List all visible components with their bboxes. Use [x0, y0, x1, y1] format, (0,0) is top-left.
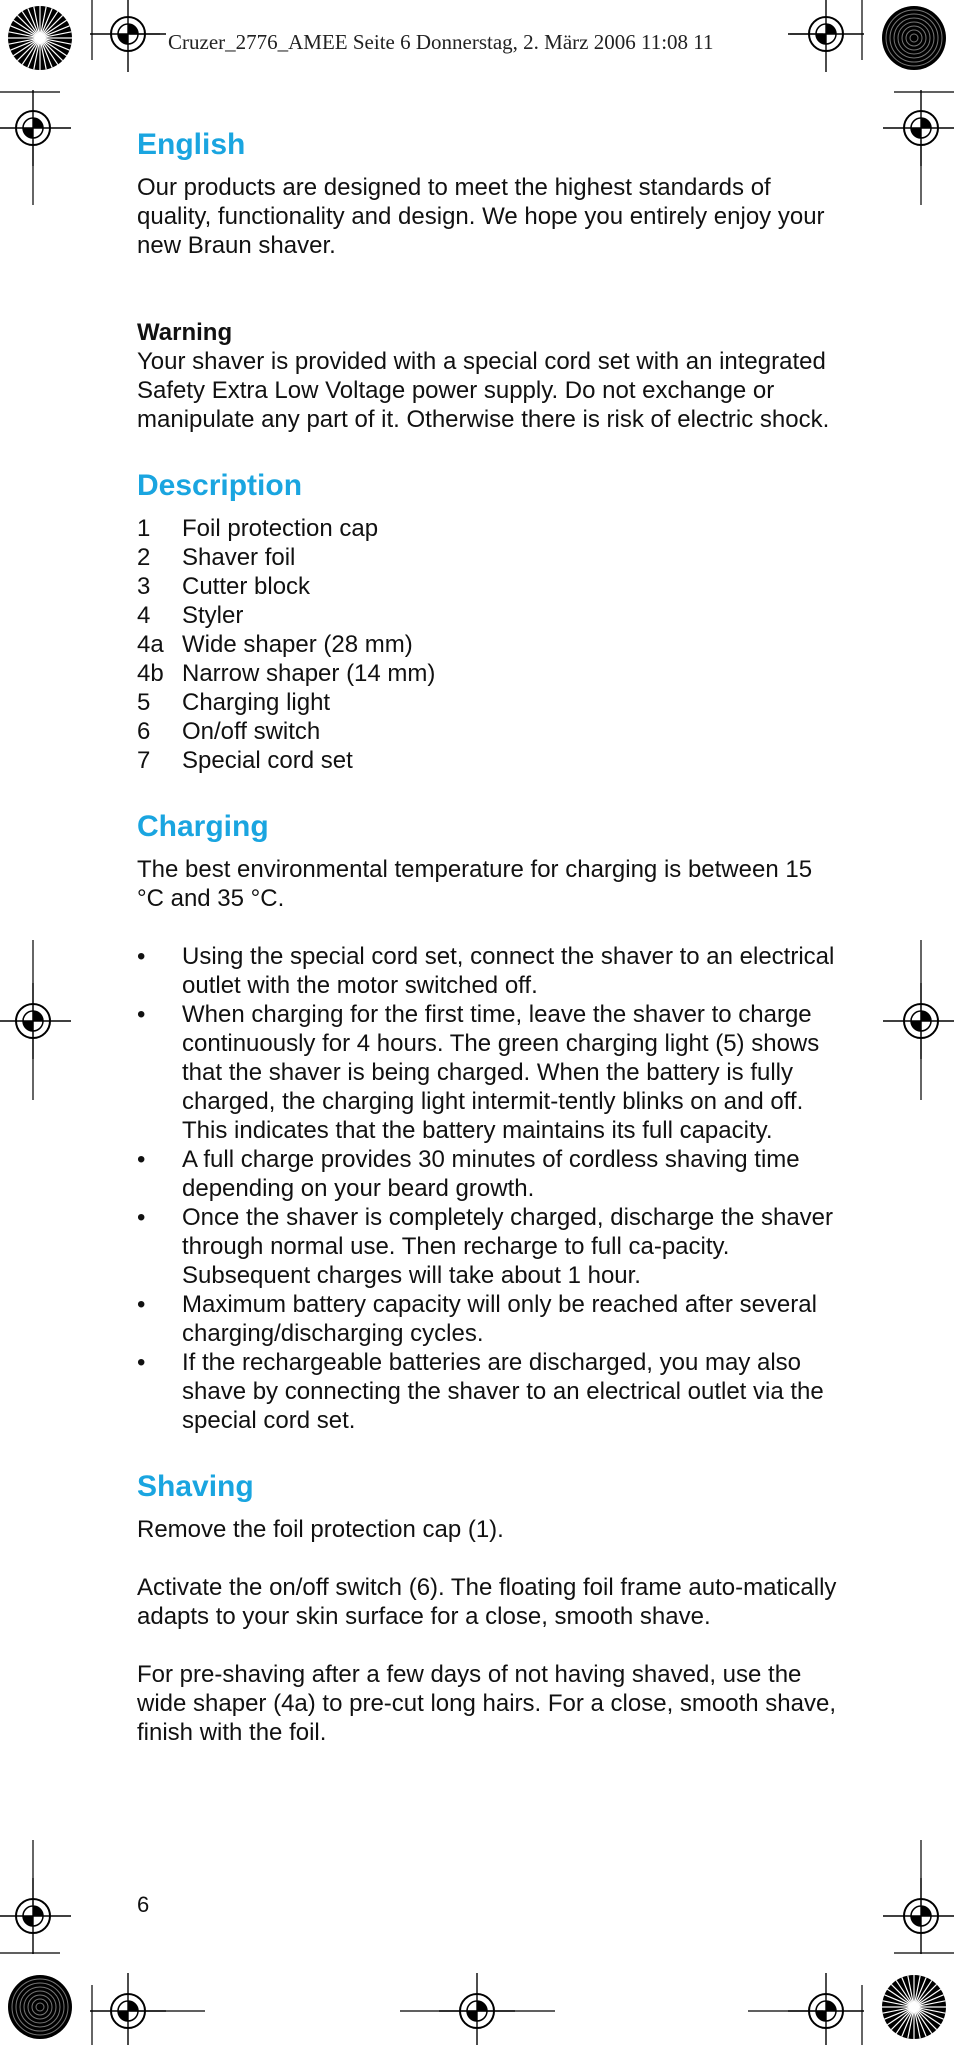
- print-slug: Cruzer_2776_AMEE Seite 6 Donnerstag, 2. März 2006 11:08 11: [168, 30, 714, 54]
- list-item: 6 On/off switch: [137, 718, 321, 745]
- list-item: • Once the shaver is completely charged, discharge the shaver through normal use. Then recharge to full ca-pacity. Subsequent charges will take about 1 hour.: [137, 1204, 834, 1289]
- list-item: 1 Foil protection cap: [137, 515, 379, 542]
- list-item: 7 Special cord set: [137, 747, 353, 774]
- list-item: 2 Shaver foil: [137, 544, 296, 571]
- shaving-paragraph: For pre-shaving after a few days of not having shaved, use the wide shaper (4a) to pre-cut long hairs. For a close, smooth shave, finish with the foil.: [137, 1661, 836, 1746]
- list-item: • A full charge provides 30 minutes of cordless shaving time depending on your beard growth.: [137, 1146, 800, 1202]
- list-item: 5 Charging light: [137, 689, 331, 716]
- charging-bullets: [137, 942, 837, 1435]
- shaving-paragraph: Remove the foil protection cap (1).: [137, 1516, 504, 1543]
- list-item: 4a Wide shaper (28 mm): [137, 631, 413, 658]
- description-heading: Description: [137, 469, 303, 502]
- charging-heading: Charging: [137, 810, 269, 843]
- parts-list: [137, 514, 837, 775]
- list-item: • When charging for the first time, leave the shaver to charge continuously for 4 hours. The green charging light (5) shows that the shaver is being charged. When the battery is fully charged, the charging light intermit-tently blinks on and off. This indicates that the battery maintains its full capacity.: [137, 1001, 820, 1144]
- charging-intro: The best environmental temperature for charging is between 15 °C and 35 °C.: [137, 856, 813, 912]
- intro-paragraph: Our products are designed to meet the highest standards of quality, functionality and design. We hope you entirely enjoy your new Braun shaver.: [137, 174, 825, 259]
- list-item: • Using the special cord set, connect the shaver to an electrical outlet with the motor switched off.: [137, 943, 835, 999]
- list-item: 4 Styler: [137, 602, 244, 629]
- list-item: • If the rechargeable batteries are discharged, you may also shave by connecting the shaver to an electrical outlet via the special cord set.: [137, 1349, 824, 1434]
- shaving-heading: Shaving: [137, 1470, 254, 1503]
- shaving-paragraph: Activate the on/off switch (6). The floating foil frame auto-matically adapts to your skin surface for a close, smooth shave.: [137, 1574, 837, 1630]
- warning-title: Warning: [137, 319, 233, 346]
- list-item: 4b Narrow shaper (14 mm): [137, 660, 436, 687]
- list-item: • Maximum battery capacity will only be reached after several charging/discharging cycles.: [137, 1291, 817, 1347]
- manual-content: [137, 125, 837, 1747]
- page-number: 6: [137, 1892, 150, 1917]
- list-item: 3 Cutter block: [137, 573, 311, 600]
- warning-text: Your shaver is provided with a special cord set with an integrated Safety Extra Low Voltage power supply. Do not exchange or manipulate any part of it. Otherwise there is risk of electric shock.: [137, 348, 830, 433]
- english-heading: English: [137, 128, 246, 161]
